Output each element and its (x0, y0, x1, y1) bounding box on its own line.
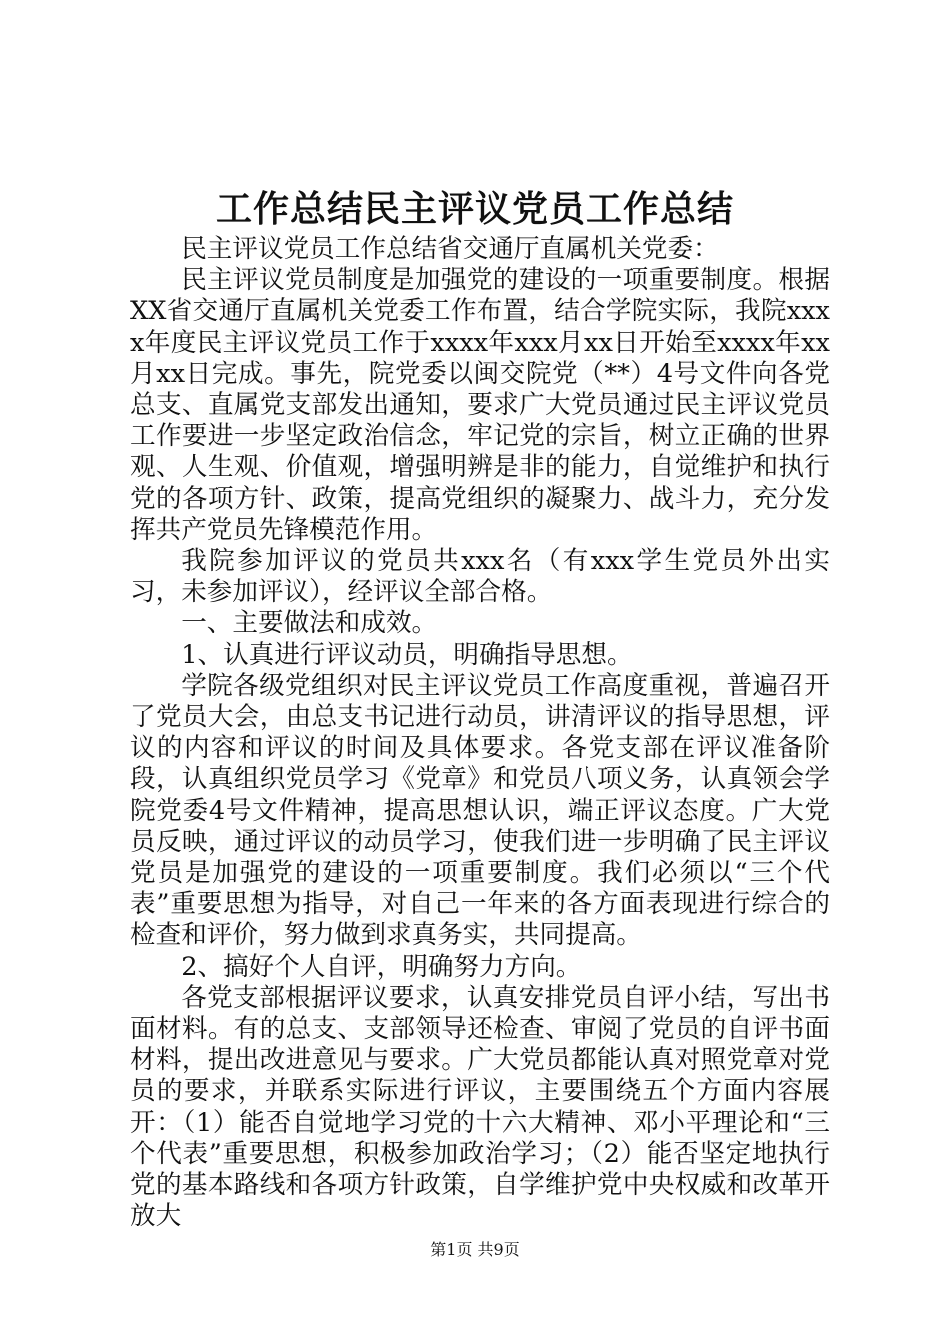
subheading-mobilization: 1、认真进行评议动员，明确指导思想。 (181, 639, 633, 670)
paragraph-self-evaluation: 各党支部根据评议要求，认真安排党员自评小结，写出书面材料。有的总支、支部领导还检查、审阅了党员的自评书面材料，提出改进意见与要求。广大党员都能认真对照党章对党员的要求，并联系实际进行评议，主要围绕五个方面内容展开：（1）能否自觉地学习党的十六大精神、邓小平理论和“三个代表”重要思想，积极参加政治学习；（2）能否坚定地执行党的基本路线和各项方针政策，自学维护党中央权威和改革开放大 (130, 982, 830, 1232)
paragraph-mobilization: 学院各级党组织对民主评议党员工作高度重视，普遍召开了党员大会，由总支书记进行动员，讲清评议的指导思想，评议的内容和评议的时间及具体要求。各党支部在评议准备阶段，认真组织党员学习《党章》和党员八项义务，认真领会学院党委4号文件精神，提高思想认识，端正评议态度。广大党员反映，通过评议的动员学习，使我们进一步明确了民主评议党员是加强党的建设的一项重要制度。我们必须以“三个代表”重要思想为指导，对自己一年来的各方面表现进行综合的检查和评价，努力做到求真务实，共同提高。 (130, 670, 830, 951)
section-heading-methods: 一、主要做法和成效。 (181, 608, 438, 639)
paragraph-participants: 我院参加评议的党员共xxx名（有xxx学生党员外出实习，未参加评议），经评议全部合格。 (130, 546, 830, 608)
subheading-self-evaluation: 2、搞好个人自评，明确努力方向。 (181, 951, 582, 982)
document-title: 工作总结民主评议党员工作总结 (215, 188, 734, 230)
paragraph-salutation: 民主评议党员工作总结省交通厅直属机关党委： (181, 234, 719, 264)
paragraph-intro: 民主评议党员制度是加强党的建设的一项重要制度。根据XX省交通厅直属机关党委工作布置，结合学院实际，我院xxxx年度民主评议党员工作于xxxx年xxx月xx日开始至xxxx年xx月xx日完成。事先，院党委以闽交院党（**）4号文件向各党总支、直属党支部发出通知，要求广大党员通过民主评议党员工作要进一步坚定政治信念，牢记党的宗旨，树立正确的世界观、人生观、价值观，增强明辨是非的能力，自觉维护和执行党的各项方针、政策，提高党组织的凝聚力、战斗力，充分发挥共产党员先锋模范作用。 (130, 265, 830, 545)
page-number-footer: 第1页 共9页 (430, 1240, 520, 1259)
document-body (130, 234, 830, 1233)
